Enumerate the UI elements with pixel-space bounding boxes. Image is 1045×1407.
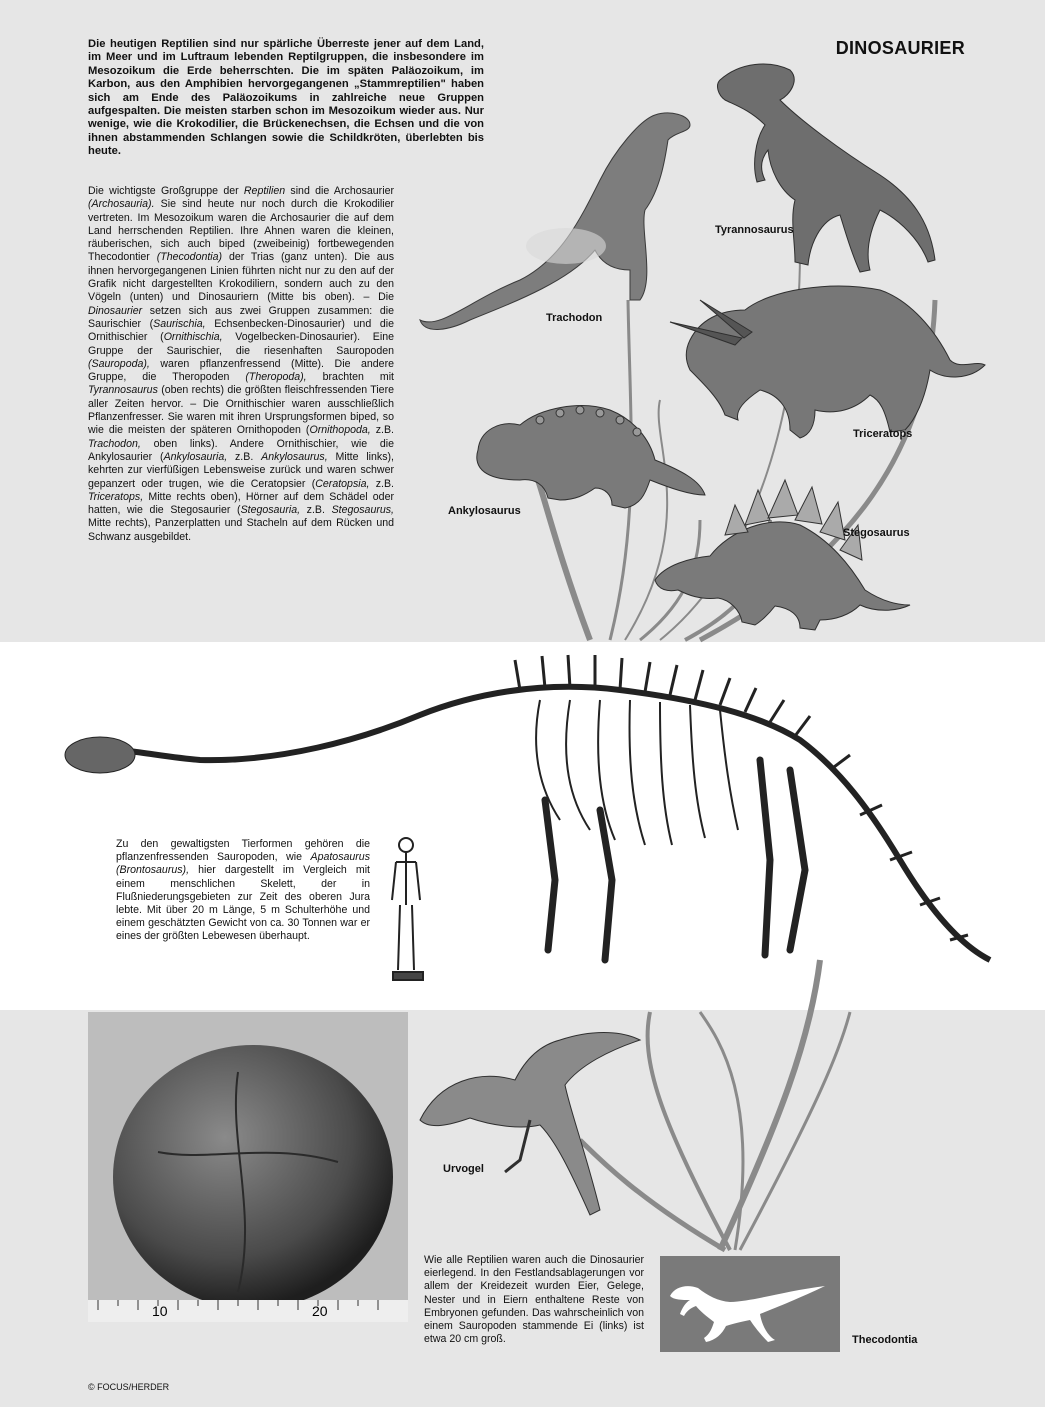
egg-caption: Wie alle Reptilien waren auch die Dinosaurier eierlegend. In den Festlandsablagerungen vor allem der Kreidezeit wurden Eier, Gelege, Nester und in Eiern enthaltene Reste von Embryonen gefunden. Das wahrscheinlich von einem Sauropoden stammende Ei (links) ist etwa 20 cm groß. [424,1254,644,1346]
egg-image [88,1012,408,1322]
page-title: DINOSAURIER [835,38,965,58]
thecodontia-silhouette [660,1256,840,1352]
copyright-notice: © FOCUS/HERDER [88,1382,170,1392]
label-ankylosaurus: Ankylosaurus [448,505,521,517]
ruler [88,1300,408,1322]
label-trachodon: Trachodon [546,312,603,324]
ankylosaurus-illustration [477,406,705,508]
label-tyrannosaurus: Tyrannosaurus [715,224,794,236]
tyrannosaurus-illustration [718,64,935,272]
ruler-mark-20: 20 [312,1303,328,1319]
body-paragraph: Die wichtigste Großgruppe der Reptilien sind die Archosaurier (Archosauria). Sie sind heute nur noch durch die Krokodilier vertreten. Im Mesozoikum waren die Archosaurier die auf dem Land herrschenden Reptilien. Ihre Ahnen waren die kleinen, räuberischen, sich auch biped (zweibeinig) fortbewegenden Thecodontier (Thecodontia) der Trias (ganz unten). Die aus ihnen hervorgegangenen Linien führten nicht nur zu den auf der Grafik nicht dargestellten Krokodiliern, sondern auch zu den Vögeln (unten) und Dinosauriern (Mitte bis oben). – Die Dinosaurier setzen sich aus zwei Gruppen zusammen: die Saurischier (Saurischia, Echsenbecken-Dinosaurier) und die Ornithischier (Ornithischia, Vogelbecken-Dinosaurier). Eine Gruppe der Saurischier, die riesenhaften Sauropoden (Sauropoda), waren pflanzenfressend (Mitte). Die andere Gruppe, die Theropoden (Theropoda), brachten mit Tyrannosaurus (oben rechts) die größten fleischfressenden Tiere aller Zeiten hervor. – Die Ornithischier waren ausschließlich Pflanzenfresser. Sie waren mit ihren Ursprungsformen biped, so wie die meisten der späteren Ornithopoden (Ornithopoda, z.B. Trachodon, oben links). Andere Ornithischier, wie die Ankylosaurier (Ankylosauria, z.B. Ankylosaurus, Mitte links), kehrten zur vierfüßigen Lebensweise zurück und waren schwer gepanzert oder trugen, wie die Ceratopsier (Ceratopsia, z.B. Triceratops, Mitte rechts oben), Hörner auf dem Schädel oder hatten, wie die Stegosaurier (Stegosauria, z.B. Stegosaurus, Mitte rechts), Panzerplatten und Stacheln auf dem Rücken und Schwanz ausgebildet. [88,185,395,543]
triceratops-illustration [670,286,985,438]
label-urvogel: Urvogel [443,1163,484,1175]
thecodontia-box [660,1256,840,1352]
egg-photo [88,1012,408,1322]
urvogel-illustration [420,1033,640,1216]
label-thecodontia: Thecodontia [852,1334,918,1346]
label-stegosaurus: Stegosaurus [843,527,910,539]
human-skeleton [392,838,423,980]
intro-paragraph: Die heutigen Reptilien sind nur spärliche Überreste jener auf dem Land, im Meer und im Luftraum lebenden Reptilgruppen, die insbesondere im Mesozoikum die Erde beherrschten. Die im späten Paläozoikum, im Karbon, aus den Amphibien hervorgegangenen „Stammreptilien" haben sich am Ende des Paläozoikums in zahlreiche neue Gruppen aufgespalten. Die meisten starben schon im Mesozoikum wieder aus. Nur wenige, wie die Krokodilier, die Brückenechsen, die Echsen und die von ihnen abstammenden Schlangen sowie die Schildkröten, überlebten bis heute. [88,38,484,158]
sauropod-caption: Zu den gewaltigsten Tierformen gehören die pflanzenfressenden Sauropoden, wie Apatosaurus (Brontosaurus), hier dargestellt im Vergleich mit einem menschlichen Skelett, der in Flußniederungsgebieten zur Zeit des oberen Jura lebte. Mit über 20 m Länge, 5 m Schulterhöhe und einem geschätzten Gewicht von ca. 30 Tonnen war er eines der größten Lebewesen überhaupt. [116,838,370,943]
egg-shape [113,1045,393,1309]
ruler-mark-10: 10 [152,1303,168,1319]
branch-lines-bottom [580,960,850,1250]
label-triceratops: Triceratops [853,428,913,440]
